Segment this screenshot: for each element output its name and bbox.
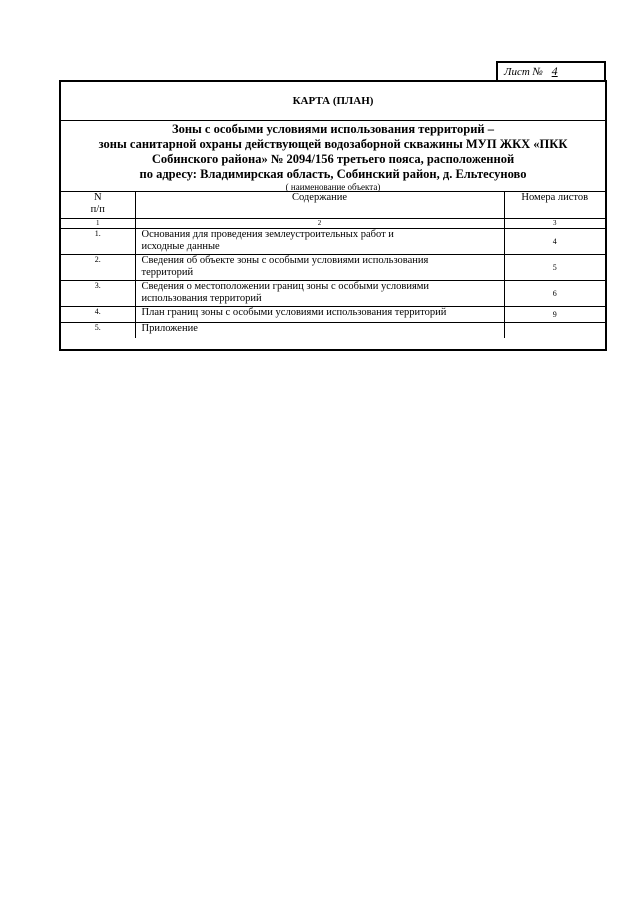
row-pages <box>504 323 605 339</box>
caption-text: ( наименование объекта) <box>285 182 381 192</box>
row-content: Приложение <box>135 323 504 339</box>
description-line: Собинского района» № 2094/156 третьего пояса, расположенной <box>151 152 515 166</box>
row-pages: 6 <box>504 281 605 307</box>
row-content: Сведения об объекте зоны с особыми условиями использования территорий <box>135 255 504 281</box>
table-row <box>61 255 605 281</box>
sheet-number-box <box>496 61 606 81</box>
table-index-row <box>61 219 605 229</box>
row-pages: 5 <box>504 255 605 281</box>
table-row <box>61 229 605 255</box>
table-header-row <box>61 192 605 219</box>
description-line: Зоны с особыми условиями использования территорий – <box>171 122 495 136</box>
row-number: 2. <box>61 255 135 281</box>
document-frame <box>59 80 607 351</box>
table-row <box>61 323 605 339</box>
row-number: 5. <box>61 323 135 339</box>
row-content: План границ зоны с особыми условиями использования территорий <box>135 307 504 323</box>
header-number: N п/п <box>61 192 135 219</box>
row-number: 1. <box>61 229 135 255</box>
description-line: по адресу: Владимирская область, Собинский район, д. Ельтесуново <box>139 167 527 181</box>
page-title: КАРТА (ПЛАН) <box>61 82 605 121</box>
row-number: 4. <box>61 307 135 323</box>
index-cell: 3 <box>504 219 605 229</box>
table-row <box>61 281 605 307</box>
index-cell: 1 <box>61 219 135 229</box>
row-content: Сведения о местоположении границ зоны с особыми условиями использования территорий <box>135 281 504 307</box>
row-pages: 4 <box>504 229 605 255</box>
table-row <box>61 307 605 323</box>
index-cell: 2 <box>135 219 504 229</box>
row-pages: 9 <box>504 307 605 323</box>
row-content: Основания для проведения землеустроительных работ и исходные данные <box>135 229 504 255</box>
description-line: зоны санитарной охраны действующей водозаборной скважины МУП ЖКХ «ПКК <box>98 137 568 151</box>
sheet-label: Лист № <box>504 66 543 78</box>
row-number: 3. <box>61 281 135 307</box>
sheet-number: 4 <box>551 64 558 78</box>
header-pages: Номера листов <box>504 192 605 219</box>
header-content: Содержание <box>135 192 504 219</box>
contents-table <box>61 191 605 338</box>
